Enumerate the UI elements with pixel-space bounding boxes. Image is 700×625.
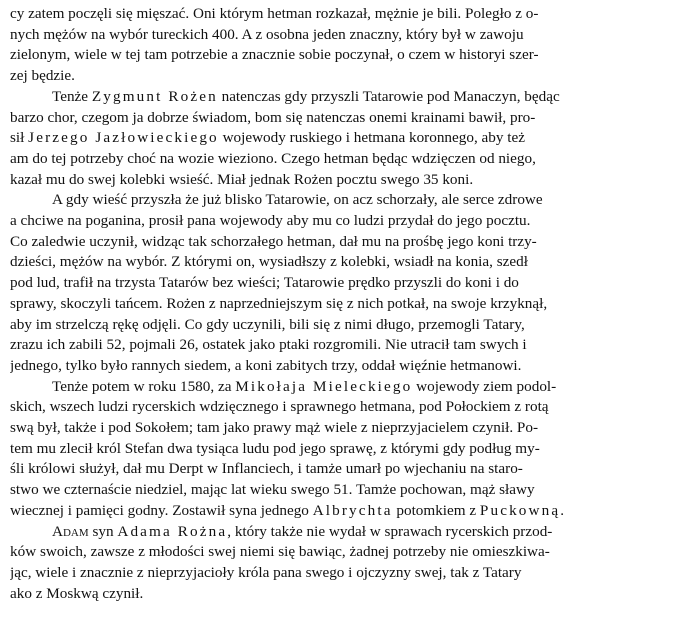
emphasized-name: Puckowną bbox=[479, 501, 561, 519]
text-segment: Tenże potem w roku 1580, za bbox=[52, 377, 236, 395]
text-line: Co zaledwie uczynił, widząc tak schorzałego hetman, dał mu na prośbę jego koni trzy- bbox=[10, 232, 537, 250]
text-line: zej będzie. bbox=[10, 67, 75, 85]
text-line: kazał mu do swej kolebki wsieść. Miał jednak Rożen pocztu swego 35 koni. bbox=[10, 170, 474, 188]
text-segment: potomkiem z bbox=[392, 501, 480, 519]
text-line: jąc, wiele i znacznie z nieprzyjacioły króla pana swego i ojczyzny swej, tak z Tatary bbox=[10, 563, 522, 581]
text-line bbox=[10, 87, 692, 108]
emphasized-name: Zygmunt Rożen bbox=[91, 87, 218, 105]
text-line: A gdy wieść przyszła że już blisko Tatarowie, on acz schorzały, ale serce zdrowe bbox=[52, 191, 543, 209]
text-line bbox=[10, 377, 692, 398]
text-segment: Tenże bbox=[52, 87, 92, 105]
text-line bbox=[10, 522, 692, 543]
text-segment: wiecznej i pamięci godny. Zostawił syna jednego bbox=[10, 501, 313, 519]
text-line: nych mężów na wybór tureckich 400. A z osobna jeden znaczny, który był w zawoju bbox=[10, 25, 524, 43]
emphasized-name: Jerzego Jazłowieckiego bbox=[28, 129, 219, 147]
text-line bbox=[10, 501, 692, 522]
text-segment: syn bbox=[88, 522, 118, 540]
paragraph-5 bbox=[10, 522, 692, 605]
text-line: pod lud, trafił na trzysta Tatarów bez wieści; Tatarowie prędko przyszli do koni i do bbox=[10, 274, 519, 292]
emphasized-name: Adama Rożna bbox=[117, 522, 228, 540]
emphasized-name: Mikołaja Mieleckiego bbox=[235, 377, 413, 395]
text-line: śli królowi służył, dał mu Derpt w Inflanciech, i tamże umarł po wjechaniu na staro- bbox=[10, 460, 523, 478]
paragraph-1 bbox=[10, 4, 692, 87]
text-line: zrazu ich zabili 52, pojmali 26, ostatek jako ptaki rozgromili. Nie utracił tam swych i bbox=[10, 336, 527, 354]
text-line: a chciwe na poganina, prosił pana wojewody aby mu co ludzi przydał do jego pocztu. bbox=[10, 212, 531, 230]
text-line: skich, wszech ludzi rycerskich wdzięcznego i sprawnego hetmana, pod Połockiem z rotą bbox=[10, 398, 549, 416]
text-line: ków swoich, zawsze z młodości swej niemi się bawiąc, żadnej potrzeby nie omieszkiwa- bbox=[10, 543, 550, 561]
text-line: zielonym, wiele w tej tam potrzebie a znacznie sobie poczynał, o czem w historyi szer- bbox=[10, 46, 539, 64]
text-line bbox=[10, 128, 692, 149]
text-segment: wojewody ziem podol- bbox=[412, 377, 557, 395]
text-line: jednego, tylko było rannych siedem, a koni zabitych trzy, oddał więźnie hetmanowi. bbox=[10, 356, 522, 374]
text-segment: natenczas gdy przyszli Tatarowie pod Manaczyn, będąc bbox=[217, 87, 560, 105]
text-line: ako z Moskwą czynił. bbox=[10, 584, 144, 602]
text-line: cy zatem poczęli się mięszać. Oni którym hetman rozkazał, mężnie je bili. Poległo z o- bbox=[10, 5, 539, 22]
text-segment: wojewody ruskiego i hetmana koronnego, aby też bbox=[218, 129, 525, 147]
emphasized-name: Albrychta bbox=[312, 501, 393, 519]
text-line: sprawy, skoczyli tańcem. Rożen z naprzedniejszym się z nich potkał, na swoje krzyknął, bbox=[10, 294, 548, 312]
paragraph-3 bbox=[10, 190, 692, 376]
text-line: swą był, także i pod Sokołem; tam jako prawy mąż wiele z nieprzyjacielem czynił. Po- bbox=[10, 419, 539, 437]
text-line: am do tej potrzeby choć na wozie wieziono. Czego hetman będąc wdzięczen od niego, bbox=[10, 149, 536, 167]
text-segment: , który także nie wydał w sprawach rycerskich przod- bbox=[227, 522, 553, 540]
text-line: tem mu zlecił król Stefan dwa tysiąca ludu pod jego sprawę, z którymi gdy podług my- bbox=[10, 439, 540, 457]
text-line: dzieści, mężów na wybór. Z którymi on, wysiadłszy z kolebki, wsiadł na konia, szedł bbox=[10, 253, 528, 271]
text-line: barzo chor, czegom ja dobrze świadom, bom się natenczas onemi krainami bawił, pro- bbox=[10, 108, 536, 126]
text-segment: . bbox=[560, 501, 564, 519]
text-segment: sił bbox=[10, 129, 29, 147]
paragraph-2 bbox=[10, 87, 692, 191]
text-line: aby im strzelczą rękę odjęli. Co gdy uczynili, bili się z nimi długo, przemogli Tatary, bbox=[10, 315, 525, 333]
paragraph-4 bbox=[10, 377, 692, 522]
text-line: stwo we czternaście niedziel, mając lat wieku swego 51. Tamże pochowan, mąż sławy bbox=[10, 481, 535, 499]
small-caps-name: Adam bbox=[52, 522, 89, 540]
